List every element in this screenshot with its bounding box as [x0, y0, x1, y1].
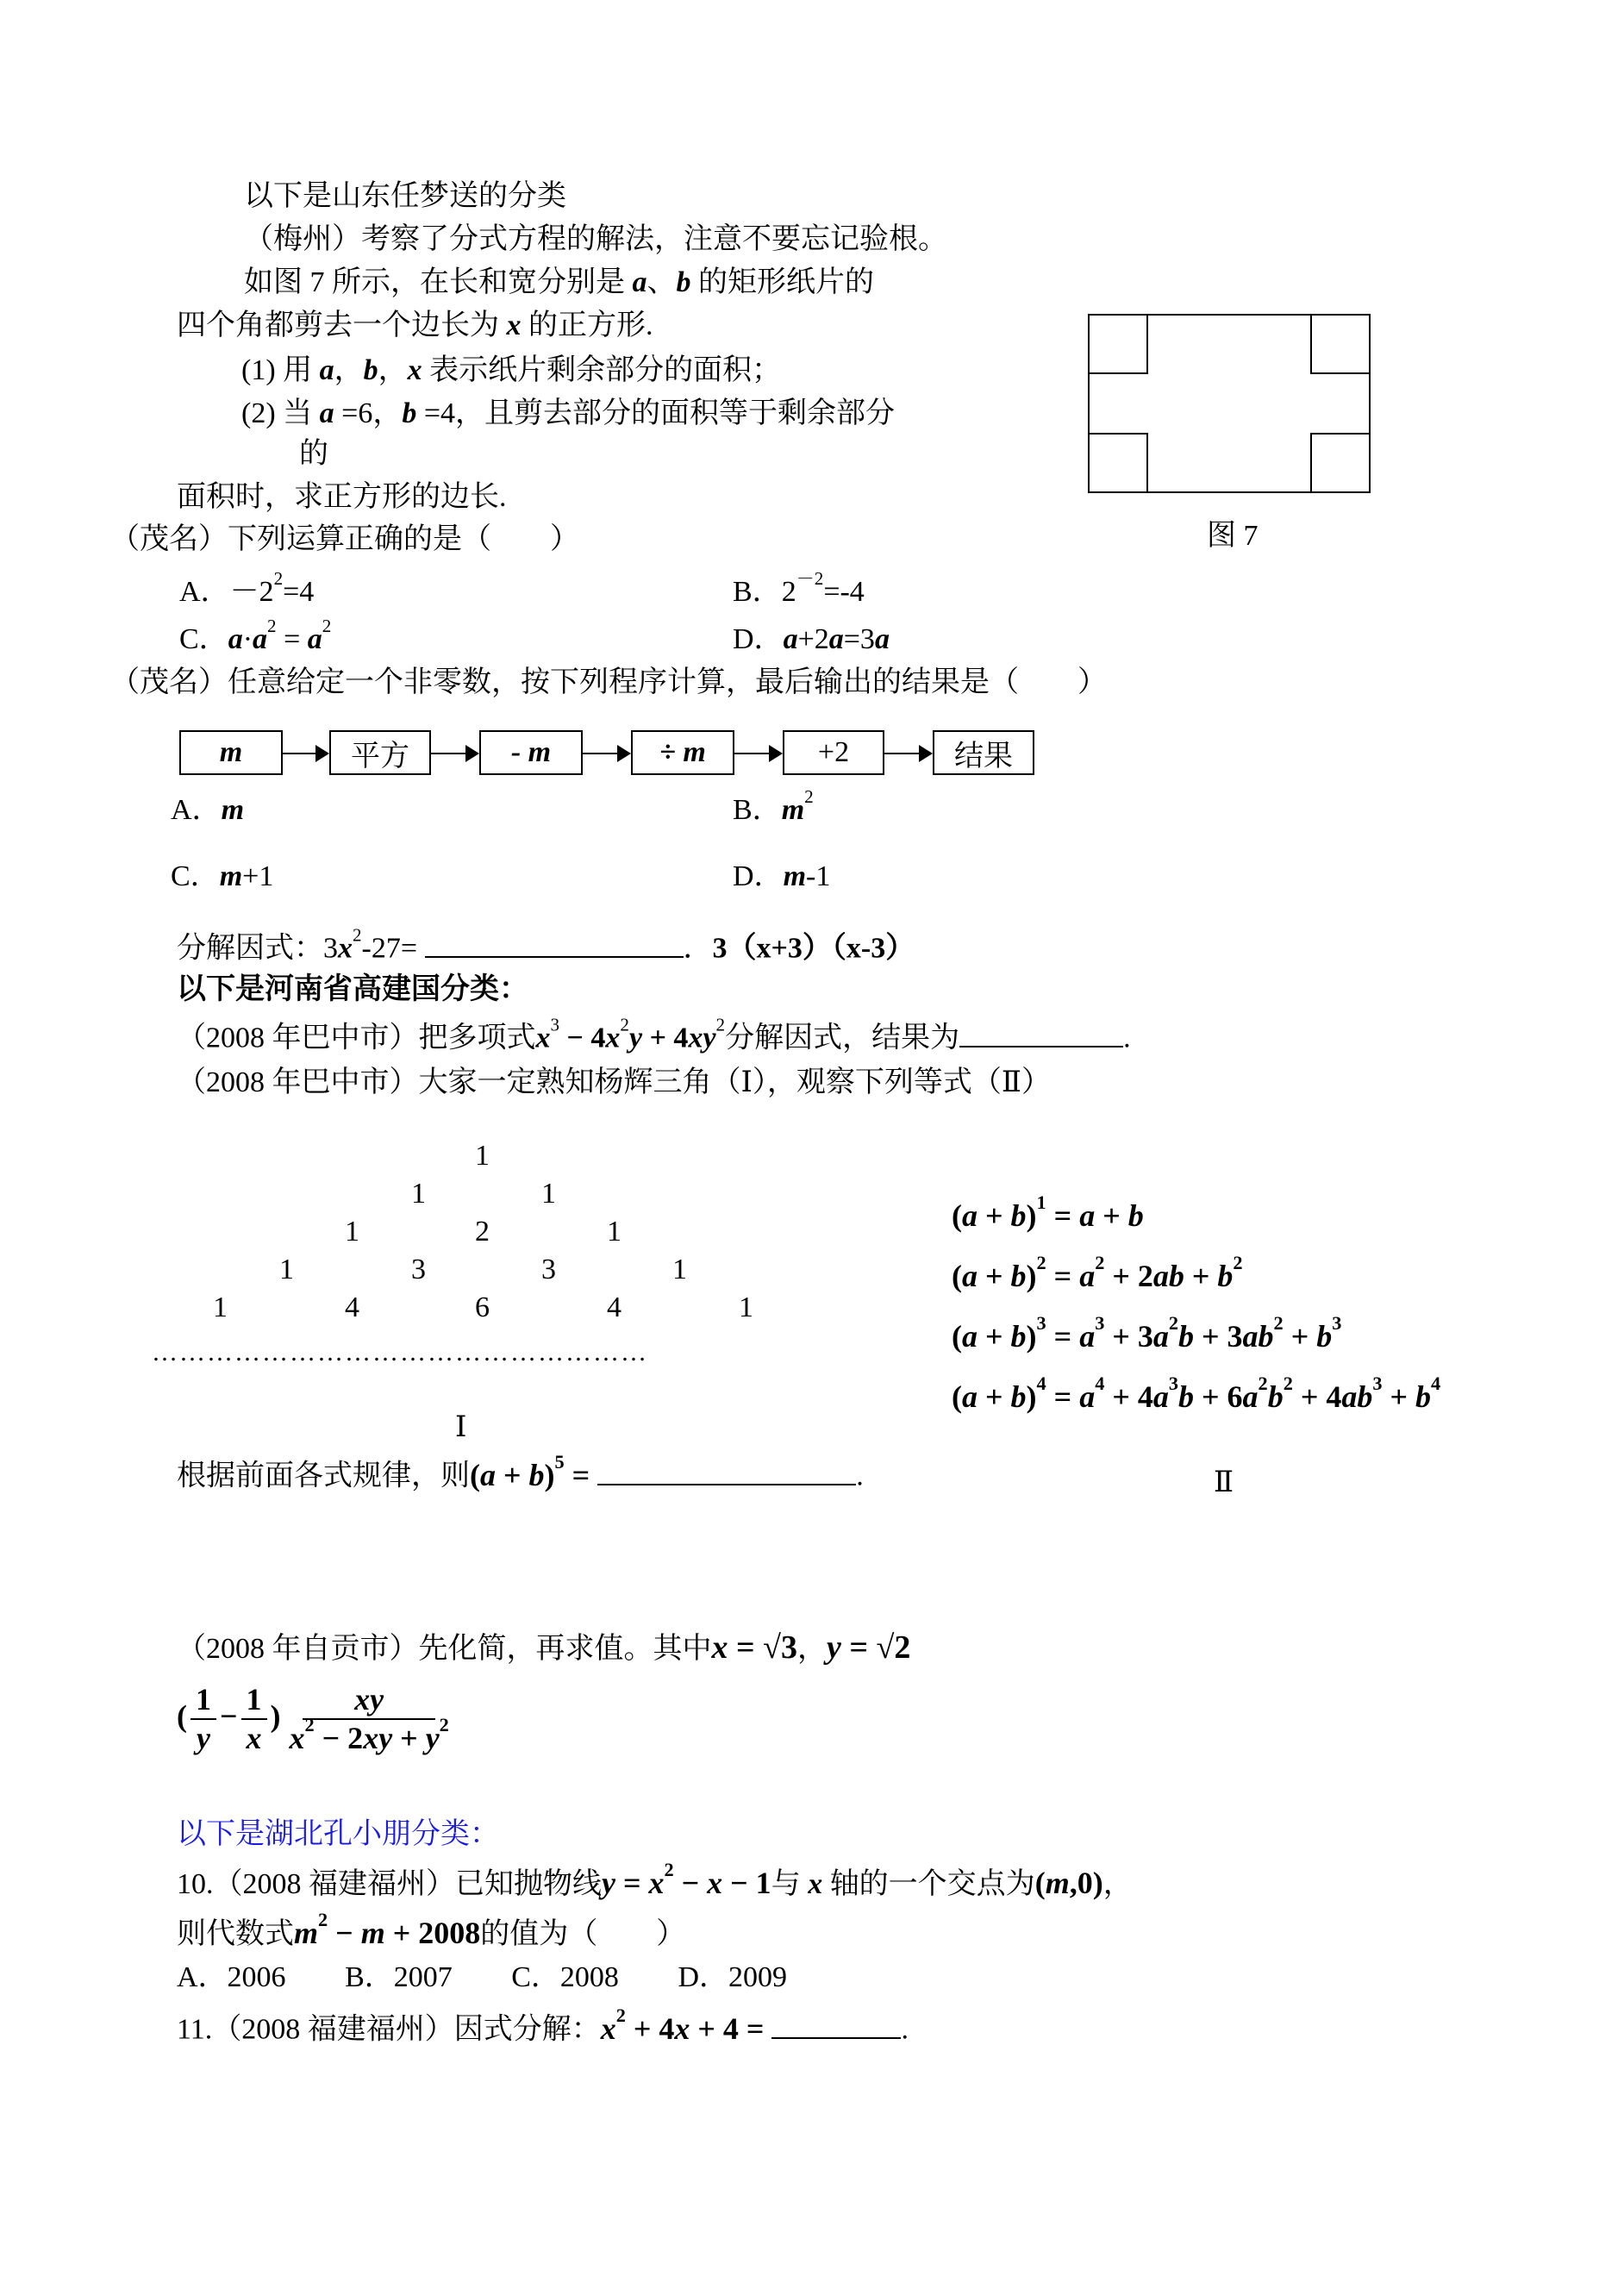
- maoming1-option-c: C．$a\cdot a^2 = a^2$: [179, 616, 332, 655]
- triangle-cell: 2: [475, 1216, 490, 1248]
- q10-option-a: A．2006: [177, 1961, 286, 1993]
- meizhou-part1: (1) 用 a，b，x 表示纸片剩余部分的面积；: [241, 354, 782, 386]
- flow-arrow-3: [583, 753, 629, 754]
- flow-arrow-5: [884, 753, 931, 754]
- triangle-cell: 4: [345, 1291, 359, 1323]
- triangle-cell: 6: [475, 1291, 490, 1323]
- bazhong1-question: （2008 年巴中市）把多项式$x^3 - 4x^2y + 4xy^2$分解因式，结果为 .: [177, 1014, 1131, 1054]
- meizhou-part2-end: 面积时，求正方形的边长.: [177, 481, 507, 513]
- corner-square-bl: [1089, 434, 1147, 492]
- corner-square-br: [1311, 434, 1370, 492]
- flow-box-plus2: +2: [783, 730, 884, 775]
- flow-box-square: 平方: [329, 730, 431, 775]
- triangle-cell: 1: [213, 1291, 228, 1323]
- q10-option-b: B．2007: [345, 1961, 453, 1993]
- figure-7-caption: 图 7: [1207, 520, 1259, 552]
- meizhou-part2-wrap: 的: [299, 438, 328, 470]
- section-header-henan: 以下是河南省高建国分类：: [177, 973, 528, 1005]
- triangle-cell: 1: [541, 1178, 556, 1210]
- factor1-answer: 3（x+3）（x-3）: [712, 932, 915, 965]
- maoming2-option-b: B．$m^2$: [733, 786, 814, 826]
- label-I: Ⅰ: [455, 1411, 467, 1443]
- q10-option-c: C．2008: [511, 1961, 619, 1993]
- corner-square-tr: [1311, 315, 1370, 373]
- zigong-question: （2008 年自贡市）先化简，再求值。其中x = √3，y = √2: [177, 1629, 911, 1666]
- q11-question: 11.（2008 福建福州）因式分解：$x^2 + 4x + 4$ = .: [177, 2004, 909, 2046]
- triangle-cell: 1: [279, 1254, 294, 1285]
- binomial-eq-3: $(a + b)^3 = a^3 + 3a^2b + 3ab^2 + b^3$: [952, 1311, 1342, 1354]
- flow-box-divide-m: ÷ m: [631, 730, 734, 775]
- maoming2-option-a: A．m: [171, 794, 245, 826]
- binomial-eq-2: $(a + b)^2 = a^2 + 2ab + b^2$: [952, 1251, 1243, 1293]
- flow-arrow-1: [283, 753, 328, 754]
- flow-box-m: m: [179, 730, 283, 775]
- triangle-cell: 1: [739, 1291, 753, 1323]
- label-II: Ⅱ: [1214, 1466, 1234, 1498]
- triangle-cell: 4: [607, 1291, 621, 1323]
- maoming2-option-c: C．m+1: [171, 860, 274, 892]
- figure-7-rectangle: [1088, 314, 1372, 495]
- meizhou-stem-line1: 如图 7 所示，在长和宽分别是 a、b 的矩形纸片的: [244, 266, 874, 298]
- binomial-eq-4: $(a + b)^4 = a^4 + 4a^3b + 6a^2b^2 + 4ab^3 + b^4$: [952, 1372, 1441, 1414]
- maoming1-option-d: D．a+2a=3a: [733, 623, 890, 655]
- triangle-cell: 1: [672, 1254, 687, 1285]
- q10-stem: 10.（2008 福建福州）已知抛物线$y = x^2 - x - 1$与 x 轴的一个交点为(m,0)，: [177, 1858, 1133, 1900]
- bazhong2-stem: （2008 年巴中市）大家一定熟知杨辉三角（Ⅰ），观察下列等式（Ⅱ）: [177, 1066, 1052, 1098]
- flow-box-minus-m: - m: [479, 730, 583, 775]
- triangle-cell: 1: [345, 1216, 359, 1248]
- bazhong2-ask: 根据前面各式规律，则$(a + b)^5$ = .: [177, 1450, 864, 1492]
- meizhou-stem-line2: 四个角都剪去一个边长为 x 的正方形.: [177, 310, 653, 341]
- flow-arrow-2: [431, 753, 478, 754]
- maoming1-option-a: A．$-2^2=4$: [179, 568, 315, 608]
- q10-option-d: D．2009: [678, 1961, 787, 1993]
- triangle-cell: 1: [475, 1140, 490, 1172]
- flow-arrow-4: [734, 753, 781, 754]
- meizhou-part2: (2) 当 a =6，b =4，且剪去部分的面积等于剩余部分: [241, 397, 896, 429]
- q10-options: [177, 1960, 787, 1994]
- triangle-cell: 3: [411, 1254, 426, 1285]
- corner-square-tl: [1089, 315, 1147, 373]
- binomial-eq-1: $(a + b)^1 = a + b$: [952, 1191, 1144, 1233]
- triangle-cell: 1: [411, 1178, 426, 1210]
- meizhou-note: （梅州）考察了分式方程的解法，注意不要忘记验根。: [244, 223, 947, 255]
- triangle-cell: 1: [607, 1216, 621, 1248]
- maoming1-option-b: B．$2^{-2}=-4$: [733, 568, 865, 608]
- triangle-continuation-dots: ………………………………………………: [152, 1338, 648, 1366]
- section-header-shandong: 以下是山东任梦送的分类: [244, 180, 566, 212]
- maoming2-option-d: D．m-1: [733, 860, 831, 892]
- maoming2-stem: （茂名）任意给定一个非零数，按下列程序计算，最后输出的结果是（ ）: [110, 666, 1107, 698]
- maoming1-stem: （茂名）下列运算正确的是（ ）: [110, 523, 579, 555]
- section-header-hubei: 以下是湖北孔小朋分类：: [177, 1818, 499, 1850]
- flow-box-result: 结果: [933, 730, 1034, 775]
- triangle-cell: 3: [541, 1254, 556, 1285]
- q10-stem2: 则代数式$m^2 - m + 2008$的值为（ ）: [177, 1908, 686, 1950]
- factor1-question: 分解因式：$3x^2-27=$ ．3（x+3）（x-3）: [177, 924, 915, 965]
- zigong-expression: ( $\frac{1}{y}$ − $\frac{1}{x}$ ) $\frac{xy}{x^2 - 2xy + y^2}$: [177, 1682, 449, 1756]
